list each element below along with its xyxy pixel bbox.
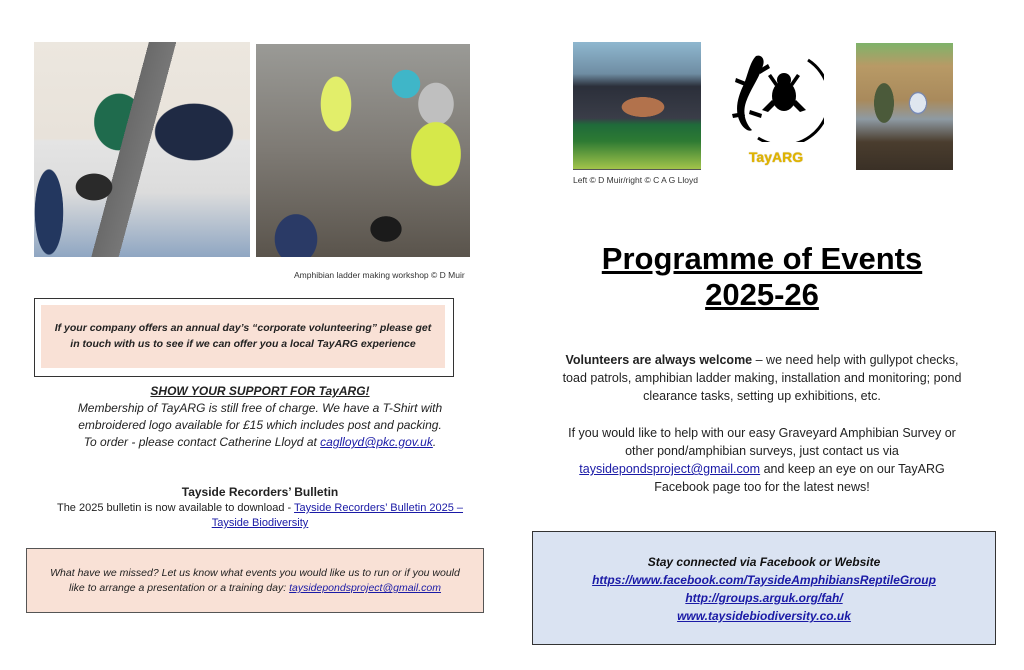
tayarg-logo bbox=[728, 50, 824, 165]
support-section bbox=[20, 383, 500, 451]
newt-frog-logo-icon bbox=[728, 50, 824, 142]
support-line1: Membership of TayARG is still free of charge. We have a T-Shirt with bbox=[77, 401, 443, 415]
photo-caption-workshop: Amphibian ladder making workshop © D Muir bbox=[294, 270, 465, 280]
title-line2: 2025-26 bbox=[705, 277, 819, 312]
photo-pond-clearance bbox=[856, 43, 953, 170]
logo-text: TayARG bbox=[748, 149, 804, 165]
survey-paragraph: If you would like to help with our easy Graveyard Amphibian Survey or other pond/amphibian surveys, just contact us via taysidepondsproject@gmail.com and keep an eye on our TayARG Facebook page too for the latest news! bbox=[568, 426, 956, 494]
corporate-text-line2: in touch with us to see if we can offer you a local TayARG experience bbox=[70, 338, 416, 350]
corporate-text-line1: If your company offers an annual day’s “corporate volunteering” please get bbox=[54, 322, 432, 334]
corporate-volunteering-box bbox=[41, 305, 445, 368]
bulletin-link-part2[interactable]: Tayside Biodiversity bbox=[211, 517, 309, 529]
volunteers-bold: Volunteers are always welcome bbox=[565, 353, 753, 367]
facebook-link[interactable]: https://www.facebook.com/TaysideAmphibiansReptileGroup bbox=[592, 573, 936, 587]
volunteers-paragraph: Volunteers are always welcome – we need help with gullypot checks, toad patrols, amphibian ladder making, installation and monitoring; pond clearance tasks, setting up exhibitions, etc. bbox=[562, 353, 962, 403]
biodiversity-website-link[interactable]: www.taysidebiodiversity.co.uk bbox=[677, 609, 851, 623]
survey-email-link[interactable]: taysidepondsproject@gmail.com bbox=[579, 462, 761, 476]
photo-gullypot-installation bbox=[256, 44, 470, 257]
corporate-volunteering-frame bbox=[34, 298, 454, 377]
photo-ladder-making-table bbox=[34, 42, 250, 257]
page-title bbox=[520, 241, 1004, 313]
bulletin-text: The 2025 bulletin is now available to download - bbox=[56, 502, 295, 514]
title-line1: Programme of Events bbox=[601, 241, 923, 276]
bulletin-link-part1[interactable]: Tayside Recorders’ Bulletin 2025 – bbox=[294, 502, 464, 514]
connect-heading: Stay connected via Facebook or Website bbox=[647, 555, 881, 569]
stay-connected-box bbox=[532, 531, 996, 645]
feedback-box bbox=[26, 548, 484, 613]
support-line2: embroidered logo available for £15 which includes post and packing. bbox=[78, 418, 442, 432]
photo-newt-in-net bbox=[573, 42, 701, 170]
support-line3: To order - please contact Catherine Lloyd at caglloyd@pkc.gov.uk. bbox=[83, 435, 437, 449]
feedback-line1: What have we missed? Let us know what events you would like us to run or if you would bbox=[50, 567, 460, 579]
arguk-link[interactable]: http://groups.arguk.org/fah/ bbox=[685, 591, 843, 605]
photo-caption-right: Left © D Muir/right © C A G Lloyd bbox=[573, 175, 698, 185]
bulletin-section bbox=[20, 484, 500, 531]
support-email-link[interactable]: caglloyd@pkc.gov.uk bbox=[320, 435, 433, 449]
feedback-email-link[interactable]: taysidepondsproject@gmail.com bbox=[289, 582, 441, 594]
support-heading: SHOW YOUR SUPPORT FOR TayARG! bbox=[150, 384, 370, 398]
bulletin-heading: Tayside Recorders’ Bulletin bbox=[181, 485, 339, 499]
feedback-line2: like to arrange a presentation or a training day: bbox=[69, 582, 290, 594]
